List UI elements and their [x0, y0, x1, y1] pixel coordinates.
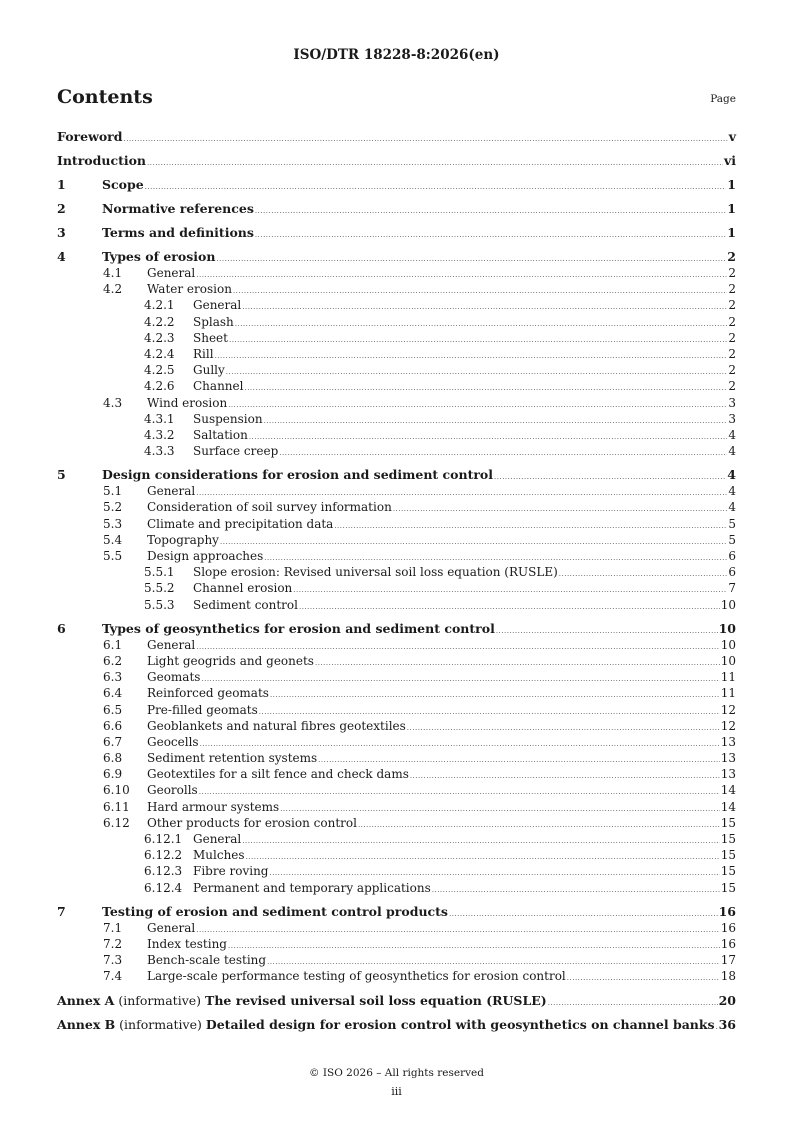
- toc-entry-label: Mulches: [193, 848, 245, 863]
- toc-entry[interactable]: [57, 564, 736, 580]
- toc-entry-number: 6.12.1: [144, 832, 183, 846]
- toc-entry-page: 5: [728, 532, 736, 547]
- toc-entry-label: Hard armour systems: [147, 799, 280, 814]
- toc-entry[interactable]: [57, 880, 736, 896]
- toc-entry-page: 2: [728, 314, 736, 329]
- toc-entry-label: General: [193, 298, 242, 313]
- toc-entry-page: 15: [720, 848, 736, 863]
- toc-entry-number: 7: [57, 903, 66, 919]
- toc-entry-number: 4.2.4: [144, 346, 175, 361]
- toc-entry-label: Consideration of soil survey information: [147, 500, 392, 515]
- toc-entry[interactable]: [57, 378, 736, 394]
- page-number: iii: [391, 1085, 402, 1098]
- toc-entry[interactable]: [57, 1017, 736, 1033]
- toc-entry-label: Geotextiles for a silt fence and check dams: [147, 767, 409, 782]
- toc-entry[interactable]: [57, 427, 736, 443]
- toc-entry-page: 6: [728, 549, 736, 563]
- toc-entry-label: Channel: [193, 379, 244, 394]
- toc-entry[interactable]: [57, 750, 736, 766]
- toc-entry-number: 5.5.3: [144, 597, 175, 612]
- toc-entry-label: Normative references: [102, 201, 254, 216]
- toc-entry-page: 12: [720, 702, 736, 717]
- toc-entry-number: 5: [57, 467, 66, 483]
- toc-entry-page: 2: [728, 346, 736, 361]
- toc-entry-page: 4: [727, 467, 736, 483]
- toc-entry-page: 16: [718, 903, 736, 919]
- toc-entry-page: 15: [720, 815, 736, 830]
- toc-entry-page: 4: [728, 427, 736, 442]
- toc-entry-number: 3: [57, 225, 66, 240]
- toc-entry-page: 13: [720, 751, 736, 766]
- toc-entry-label: Gully: [193, 363, 225, 378]
- toc-entry[interactable]: [57, 952, 736, 968]
- toc-entry-label: General: [147, 484, 196, 499]
- toc-entry-page: 10: [720, 637, 736, 652]
- toc-entry-label: Saltation: [193, 427, 248, 442]
- toc-entry-number: 4: [57, 249, 66, 264]
- toc-entry[interactable]: [57, 669, 736, 685]
- toc-entry-page: 18: [720, 969, 736, 984]
- toc-entry-label: Scope: [102, 177, 144, 192]
- toc-entry-label: Introduction: [57, 153, 147, 168]
- toc-entry-label: Pre-filled geomats: [147, 702, 258, 717]
- toc-dot-leader: [124, 129, 728, 147]
- toc-entry[interactable]: [57, 483, 736, 499]
- toc-entry-number: 4.2.1: [144, 298, 175, 313]
- toc-entry-page: 13: [720, 767, 736, 782]
- copyright-notice: © ISO 2026 – All rights reserved: [309, 1067, 484, 1079]
- toc-entry-number: 5.5.2: [144, 581, 175, 596]
- toc-entry[interactable]: [57, 362, 736, 378]
- toc-entry-page: 36: [718, 1016, 736, 1032]
- toc-entry-number: 6.4: [103, 686, 123, 701]
- toc-entry-label: Climate and precipitation data: [147, 516, 334, 531]
- toc-entry[interactable]: [57, 548, 736, 564]
- toc-entry-label: Splash: [193, 314, 234, 329]
- toc-dot-leader: [299, 597, 720, 615]
- toc-entry-page: 11: [720, 670, 736, 685]
- toc-entry-page: 2: [728, 330, 736, 345]
- toc-entry-label: Light geogrids and geonets: [147, 653, 314, 668]
- toc-entry-page: v: [728, 129, 736, 144]
- toc-entry-label: Large-scale performance testing of geosynthetics for erosion control: [147, 969, 566, 984]
- toc-entry-label: General: [147, 637, 196, 652]
- toc-entry-label: Georolls: [147, 783, 198, 798]
- toc-entry-label: Geoblankets and natural fibres geotextiles: [147, 718, 406, 733]
- toc-entry-label: Index testing: [147, 936, 227, 951]
- toc-entry-label: Other products for erosion control: [147, 815, 357, 830]
- toc-entry-label: Channel erosion: [193, 581, 293, 596]
- toc-entry-label: Permanent and temporary applications: [193, 880, 431, 895]
- toc-entry-number: 6.5: [103, 702, 123, 717]
- toc-entry-number: 4.2.2: [144, 314, 175, 329]
- toc-entry-label: Terms and definitions: [102, 225, 254, 240]
- toc-entry[interactable]: [57, 847, 736, 863]
- toc-dot-leader: [567, 968, 720, 986]
- toc-entry[interactable]: [57, 580, 736, 596]
- toc-entry-label: General: [193, 832, 242, 846]
- toc-entry-page: 10: [720, 597, 736, 612]
- toc-entry[interactable]: [57, 532, 736, 548]
- toc-entry-label: [57, 993, 547, 1009]
- toc-entry-page: 16: [720, 936, 736, 951]
- toc-entry-page: 17: [720, 953, 736, 968]
- toc-entry-page: 20: [718, 992, 736, 1008]
- toc-entry-page: 15: [720, 832, 736, 846]
- toc-entry-number: 6: [57, 620, 66, 636]
- toc-entry[interactable]: [57, 467, 736, 483]
- toc-entry[interactable]: [57, 936, 736, 952]
- toc-entry-number: 4.2.5: [144, 363, 175, 378]
- toc-entry-number: 5.3: [103, 516, 123, 531]
- toc-entry-page: 2: [728, 282, 736, 297]
- toc-entry-number: 6.3: [103, 670, 123, 685]
- toc-entry-label: Design approaches: [147, 549, 264, 563]
- toc-entry-number: 7.1: [103, 920, 123, 935]
- toc-entry-page: 1: [727, 225, 736, 240]
- toc-entry-label: Suspension: [193, 411, 263, 426]
- toc-dot-leader: [716, 1017, 718, 1035]
- toc-entry-label: [57, 1017, 715, 1033]
- toc-entry-page: 15: [720, 864, 736, 879]
- toc-entry-page: 2: [728, 363, 736, 378]
- toc-entry-number: 5.2: [103, 500, 123, 515]
- toc-entry[interactable]: [57, 920, 736, 936]
- toc-dot-leader: [548, 993, 718, 1011]
- toc-entry-number: 4.2.6: [144, 379, 175, 394]
- toc-entry[interactable]: [57, 129, 736, 145]
- toc-entry-page: vi: [723, 153, 736, 168]
- toc-entry-number: 4.2.3: [144, 330, 175, 345]
- toc-entry[interactable]: [57, 904, 736, 920]
- toc-entry-number: 5.1: [103, 484, 123, 499]
- toc-entry-label: Types of geosynthetics for erosion and sediment control: [102, 620, 495, 636]
- toc-entry-label: Testing of erosion and sediment control products: [102, 903, 448, 919]
- toc-entry-number: 4.3.2: [144, 427, 175, 442]
- toc-entry-number: 4.3: [103, 395, 123, 410]
- toc-entry-label: Wind erosion: [147, 395, 228, 410]
- toc-entry[interactable]: [57, 225, 736, 241]
- toc-dot-leader: [255, 201, 726, 219]
- toc-entry-page: 4: [728, 444, 736, 459]
- document-id: ISO/DTR 18228-8:2026(en): [293, 47, 500, 63]
- toc-annex-title: Detailed design for erosion control with geosynthetics on channel banks: [205, 1016, 715, 1032]
- toc-entry-number: 4.3.3: [144, 444, 175, 459]
- toc-entry[interactable]: [57, 281, 736, 297]
- toc-entry-label: Water erosion: [147, 282, 232, 297]
- toc-entry[interactable]: [57, 346, 736, 362]
- toc-entry-number: 4.2: [103, 282, 123, 297]
- toc-entry-label: Geocells: [147, 734, 199, 749]
- toc-entry-page: 6: [728, 565, 736, 580]
- toc-entry[interactable]: [57, 863, 736, 879]
- toc-annex-number: Annex A: [57, 992, 115, 1008]
- toc-entry[interactable]: [57, 702, 736, 718]
- toc-entry-number: 6.10: [103, 783, 130, 798]
- toc-entry-number: 4.3.1: [144, 411, 175, 426]
- toc-entry[interactable]: [57, 314, 736, 330]
- toc-entry-number: 6.11: [103, 799, 130, 814]
- toc-entry-label: Foreword: [57, 129, 123, 144]
- toc-entry[interactable]: [57, 734, 736, 750]
- page-column-label: Page: [710, 93, 736, 105]
- toc-entry-page: 2: [728, 379, 736, 394]
- toc-entry-page: 13: [720, 734, 736, 749]
- toc-entry-label: Sheet: [193, 330, 228, 345]
- toc-entry-label: Slope erosion: Revised universal soil loss equation (RUSLE): [193, 565, 558, 580]
- toc-entry[interactable]: [57, 815, 736, 831]
- toc-entry-page: 5: [728, 516, 736, 531]
- toc-entry-page: 15: [720, 880, 736, 895]
- toc-entry-page: 14: [720, 799, 736, 814]
- toc-entry[interactable]: [57, 201, 736, 217]
- toc-entry-page: 14: [720, 783, 736, 798]
- toc-entry-number: 6.12: [103, 815, 130, 830]
- toc-entry-label: Surface creep: [193, 444, 279, 459]
- toc-entry-number: 7.3: [103, 953, 123, 968]
- toc-entry[interactable]: [57, 249, 736, 265]
- toc-annex-note: (informative): [115, 1016, 206, 1032]
- toc-entry-label: Types of erosion: [102, 249, 216, 264]
- toc-annex-number: Annex B: [57, 1016, 116, 1032]
- toc-entry-page: 12: [720, 718, 736, 733]
- toc-entry[interactable]: [57, 782, 736, 798]
- toc-dot-leader: [432, 880, 720, 898]
- toc-annex-title: The revised universal soil loss equation (RUSLE): [205, 992, 547, 1008]
- toc-entry-label: Reinforced geomats: [147, 686, 269, 701]
- toc-entry[interactable]: [57, 597, 736, 613]
- toc-entry-number: 6.9: [103, 767, 123, 782]
- toc-entry[interactable]: [57, 177, 736, 193]
- toc-entry[interactable]: [57, 637, 736, 653]
- toc-entry-page: 2: [728, 298, 736, 313]
- toc-entry[interactable]: [57, 330, 736, 346]
- toc-entry-number: 6.12.4: [144, 880, 183, 895]
- toc-entry-label: Topography: [147, 532, 219, 547]
- toc-entry[interactable]: [57, 297, 736, 313]
- toc-entry-page: 4: [728, 484, 736, 499]
- toc-entry-label: Rill: [193, 346, 214, 361]
- toc-entry-label: Design considerations for erosion and sediment control: [102, 467, 494, 483]
- toc-entry-number: 4.1: [103, 266, 123, 280]
- toc-entry-number: 6.6: [103, 718, 123, 733]
- toc-dot-leader: [279, 443, 727, 461]
- toc-entry[interactable]: [57, 411, 736, 427]
- toc-entry-page: 4: [728, 500, 736, 515]
- toc-entry[interactable]: [57, 621, 736, 637]
- toc-entry[interactable]: [57, 766, 736, 782]
- toc-entry[interactable]: [57, 831, 736, 847]
- toc-entry[interactable]: [57, 443, 736, 459]
- toc-entry-number: 1: [57, 177, 66, 192]
- toc-entry[interactable]: [57, 685, 736, 701]
- toc-entry[interactable]: [57, 718, 736, 734]
- toc-entry[interactable]: [57, 153, 736, 169]
- toc-entry[interactable]: [57, 799, 736, 815]
- toc-entry-number: 6.12.3: [144, 864, 183, 879]
- toc-annex-note: (informative): [114, 992, 206, 1008]
- toc-entry-page: 16: [720, 920, 736, 935]
- toc-entry-page: 1: [727, 177, 736, 192]
- page-title: Contents: [57, 86, 153, 108]
- toc-entry-page: 11: [720, 686, 736, 701]
- toc-entry-number: 7.2: [103, 936, 123, 951]
- toc-entry-number: 2: [57, 201, 66, 216]
- toc-entry-label: Fibre roving: [193, 864, 269, 879]
- toc-entry-number: 5.4: [103, 532, 123, 547]
- toc-dot-leader: [255, 225, 726, 243]
- toc-entry-label: Bench-scale testing: [147, 953, 267, 968]
- toc-entry-page: 2: [727, 249, 736, 264]
- toc-entry-number: 6.8: [103, 751, 123, 766]
- toc-dot-leader: [147, 153, 723, 171]
- toc-entry-page: 1: [727, 201, 736, 216]
- table-of-contents: [57, 129, 736, 1033]
- toc-entry-page: 2: [728, 266, 736, 280]
- toc-entry-number: 6.12.2: [144, 848, 183, 863]
- toc-entry-number: 5.5.1: [144, 565, 175, 580]
- toc-entry-page: 7: [728, 581, 736, 596]
- toc-entry-page: 3: [728, 411, 736, 426]
- toc-entry[interactable]: [57, 653, 736, 669]
- toc-entry-page: 10: [720, 653, 736, 668]
- toc-entry-page: 3: [728, 395, 736, 410]
- toc-entry-label: General: [147, 920, 196, 935]
- toc-entry-number: 5.5: [103, 549, 123, 563]
- toc-entry-number: 6.7: [103, 734, 123, 749]
- toc-entry[interactable]: [57, 516, 736, 532]
- toc-entry[interactable]: [57, 265, 736, 281]
- toc-dot-leader: [145, 177, 727, 195]
- toc-entry-page: 10: [718, 620, 736, 636]
- toc-entry-number: 6.1: [103, 637, 123, 652]
- toc-entry-label: Sediment retention systems: [147, 751, 318, 766]
- toc-entry-number: 7.4: [103, 969, 123, 984]
- toc-entry-label: Sediment control: [193, 597, 298, 612]
- toc-entry[interactable]: [57, 968, 736, 984]
- toc-entry[interactable]: [57, 395, 736, 411]
- toc-entry[interactable]: [57, 499, 736, 515]
- toc-entry-number: 6.2: [103, 653, 123, 668]
- toc-entry-label: General: [147, 266, 196, 280]
- toc-entry-label: Geomats: [147, 670, 201, 685]
- toc-entry[interactable]: [57, 993, 736, 1009]
